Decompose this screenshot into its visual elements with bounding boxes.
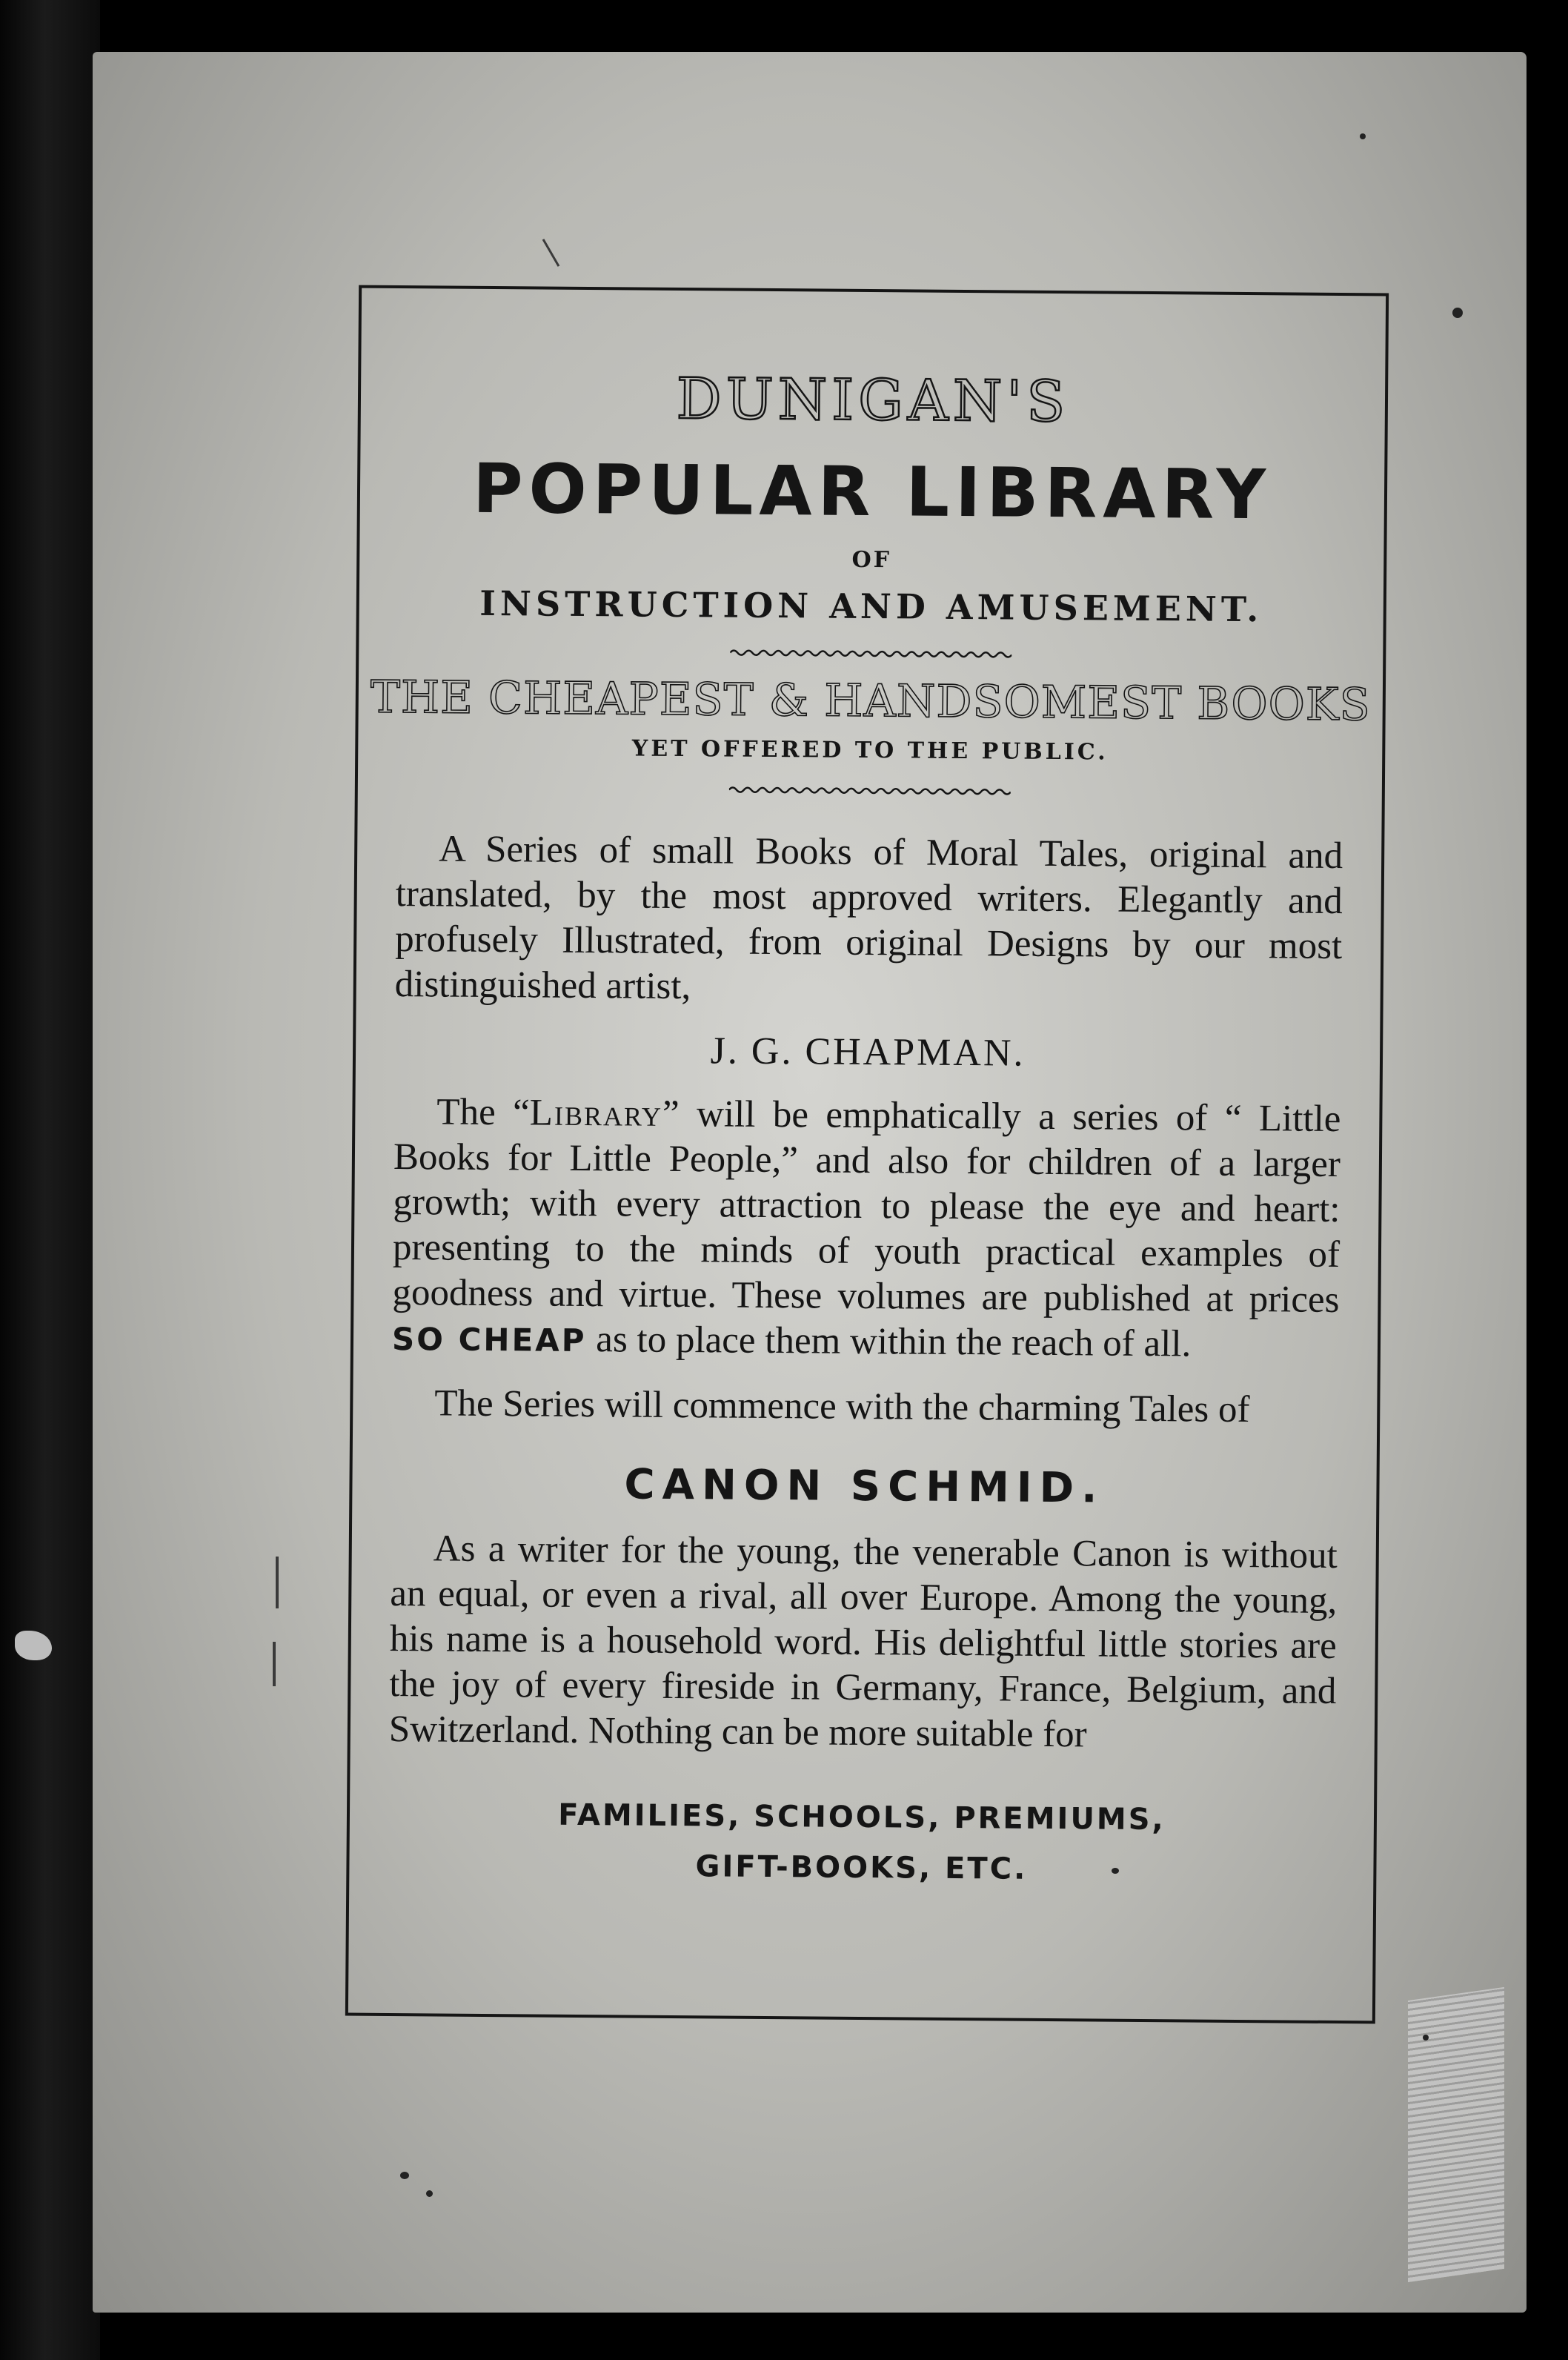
pencil-mark	[273, 1642, 276, 1686]
series-subtitle: INSTRUCTION AND AMUSEMENT.	[479, 583, 1263, 630]
artist-name: J. G. CHAPMAN.	[710, 1030, 1026, 1075]
so-cheap-emphasis: SO CHEAP	[391, 1320, 587, 1359]
library-word: Library	[529, 1092, 663, 1135]
wavy-rule	[729, 785, 1011, 798]
torn-page-edge	[1408, 1987, 1504, 2282]
ink-speck	[1452, 308, 1463, 318]
advertisement-frame	[345, 285, 1389, 2024]
description-paragraph: A Series of small Books of Moral Tales, original and translated, by the most approved writers. Elegantly and profusely Illustrated, from original Designs by our most distinguished artist,	[394, 828, 1343, 1008]
pencil-mark	[276, 1557, 279, 1608]
publisher-name: DUNIGAN'S	[676, 365, 1070, 435]
tagline: YET OFFERED TO THE PUBLIC.	[631, 735, 1109, 766]
library-text-a: The “	[436, 1091, 531, 1134]
audience-line-2: GIFT-BOOKS, ETC.	[695, 1849, 1028, 1886]
library-paragraph	[392, 1090, 1341, 1369]
series-title: POPULAR LIBRARY	[472, 448, 1272, 535]
ink-speck	[1360, 133, 1366, 139]
ink-speck	[400, 2172, 409, 2179]
headline: THE CHEAPEST & HANDSOMEST BOOKS	[370, 671, 1372, 732]
ink-speck	[1423, 2035, 1429, 2041]
book-spine	[0, 0, 100, 2360]
wavy-rule	[730, 648, 1011, 660]
author-paragraph: As a writer for the young, the venerable Canon is without an equal, or even a rival, all over Europe. Among the young, his name is a household word. His delightful little stories are the joy of every fireside in Germany, France, Belgium, and Switzerland. Nothing can be more suitable for	[388, 1528, 1338, 1756]
library-text-c: as to place them within the reach of all.	[586, 1319, 1192, 1365]
ink-speck	[426, 2190, 433, 2197]
library-text-b: ” will be emphatically a series of “ Little Books for Little People,” and also for children of a larger growth; with every attraction to please the eye and heart: presenting to the minds of youth practical examples of goodness and virtue. These volumes are published at prices	[392, 1093, 1341, 1322]
series-paragraph: The Series will commence with the charming Tales of	[434, 1382, 1250, 1431]
audience-line-1: FAMILIES, SCHOOLS, PREMIUMS,	[558, 1797, 1166, 1837]
author-name: CANON SCHMID.	[624, 1460, 1105, 1513]
title-of: OF	[851, 546, 892, 574]
